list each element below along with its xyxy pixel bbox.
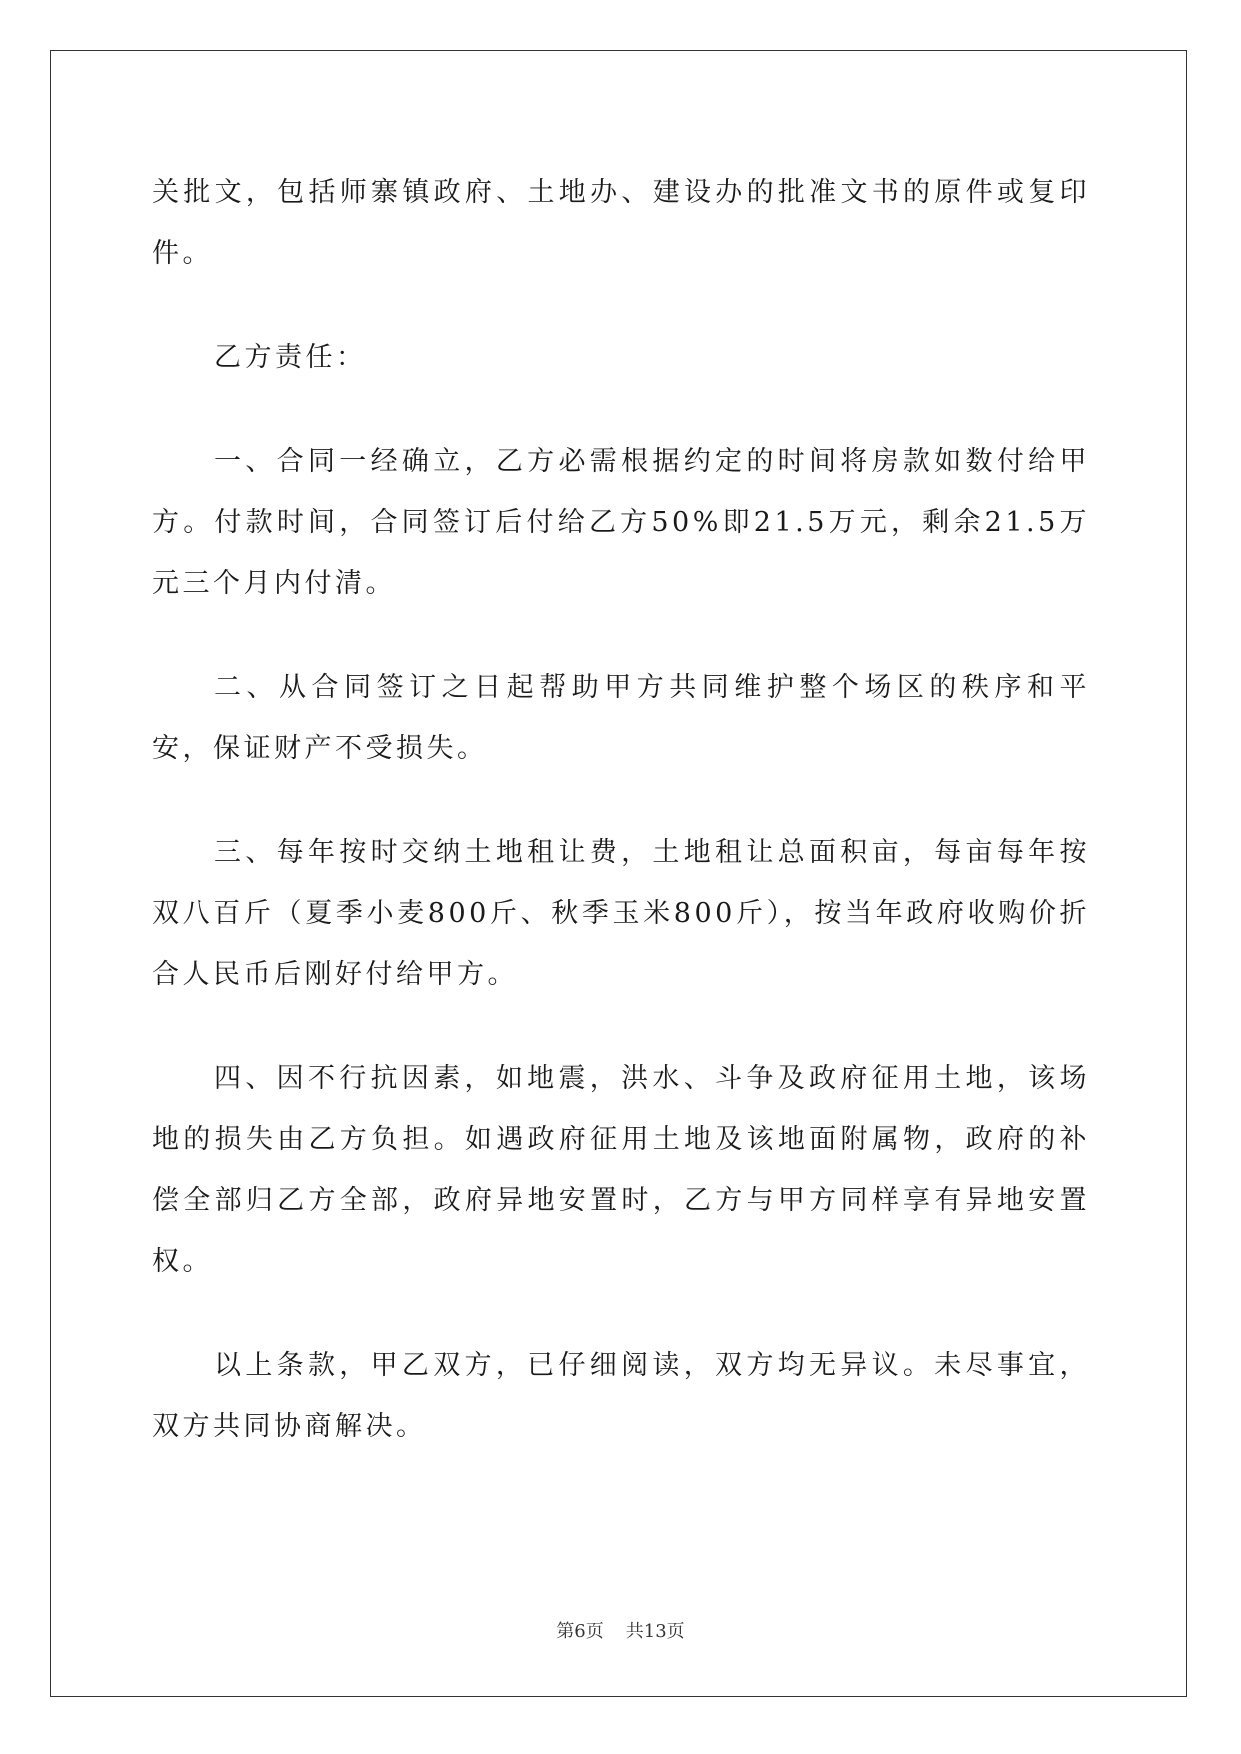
- paragraph-clause-2: 二、从合同签订之日起帮助甲方共同维护整个场区的秩序和平安，保证财产不受损失。: [152, 672, 1090, 764]
- paragraph-closing: 以上条款，甲乙双方，已仔细阅读，双方均无异议。未尽事宜，双方共同协商解决。: [152, 1350, 1090, 1442]
- paragraph-clause-1: 一、合同一经确立，乙方必需根据约定的时间将房款如数付给甲方。付款时间，合同签订后付给乙方50%即21.5万元，剩余21.5万元三个月内付清。: [152, 446, 1090, 599]
- page-number: 第6页: [556, 1621, 604, 1642]
- page-total: 共13页: [625, 1621, 685, 1642]
- paragraph-clause-4: 四、因不行抗因素，如地震，洪水、斗争及政府征用土地，该场地的损失由乙方负担。如遇政府征用土地及该地面附属物，政府的补偿全部归乙方全部，政府异地安置时，乙方与甲方同样享有异地安置权。: [152, 1063, 1090, 1277]
- paragraph-party-b-heading: 乙方责任：: [214, 342, 367, 373]
- paragraph-clause-3: 三、每年按时交纳土地租让费，土地租让总面积亩，每亩每年按双八百斤（夏季小麦800斤、秋季玉米800斤），按当年政府收购价折合人民币后刚好付给甲方。: [152, 837, 1090, 990]
- document-body: [152, 162, 1090, 1457]
- page-footer: [0, 1617, 1241, 1643]
- paragraph-continuation: 关批文，包括师寨镇政府、土地办、建设办的批准文书的原件或复印件。: [152, 177, 1090, 269]
